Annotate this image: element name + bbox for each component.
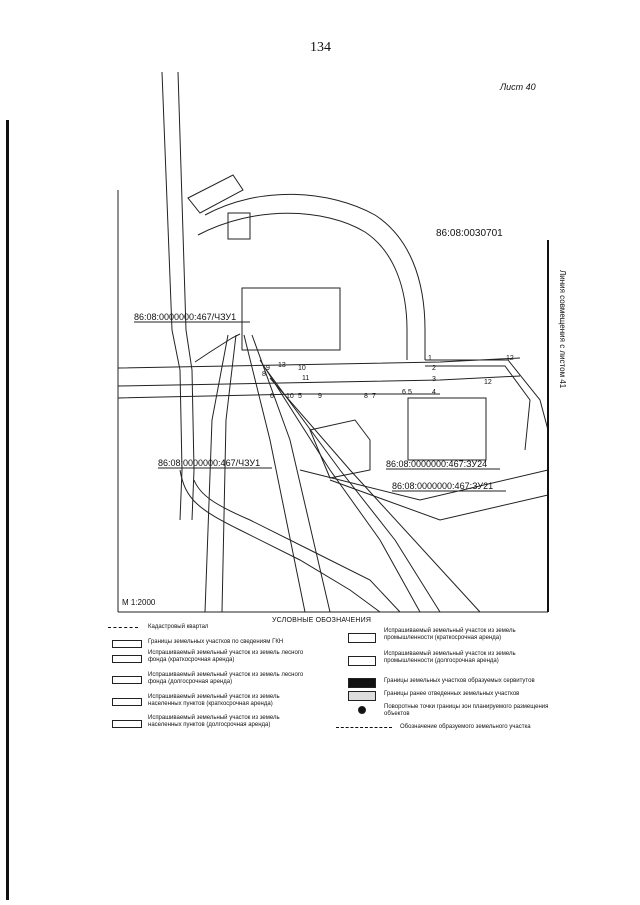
parcel-label: 86:08:0000000:467:ЗУ24 bbox=[386, 459, 488, 469]
legend-text: Кадастровый квартал bbox=[148, 624, 209, 630]
point-number: 12 bbox=[506, 355, 514, 362]
legend-symbol bbox=[348, 656, 376, 666]
legend-symbol bbox=[348, 691, 376, 701]
point-number: 6 bbox=[402, 389, 406, 396]
scale-label: М 1:2000 bbox=[122, 598, 156, 607]
parcel-label: 86:08:0000000:467/ЧЗУ1 bbox=[158, 458, 261, 468]
point-number: 7 bbox=[372, 393, 376, 400]
legend-text: Испрашиваемый земельный участок из земель промышленности (краткосрочная аренда) bbox=[384, 628, 516, 641]
legend-symbol bbox=[112, 655, 142, 663]
match-line-label: Линия совмещения с листом 41 bbox=[558, 270, 567, 389]
point-number: 5 bbox=[408, 389, 412, 396]
legend-symbol bbox=[108, 627, 138, 631]
cadastral-block-label: 86:08:0030701 bbox=[436, 228, 503, 239]
legend-text: Границы ранее отведенных земельных участков bbox=[384, 691, 520, 697]
legend-text: Испрашиваемый земельный участок из земель лесного фонда (долгосрочная аренда) bbox=[148, 672, 304, 685]
sheet-label: Лист 40 bbox=[500, 82, 536, 92]
legend-text: Границы земельных участков образуемых сервитутов bbox=[384, 678, 535, 684]
building-north bbox=[188, 175, 243, 213]
legend-symbol bbox=[348, 678, 376, 688]
arc-structure bbox=[198, 194, 425, 360]
parcel-label: 86:08:0000000:467/ЧЗУ1 bbox=[134, 312, 237, 322]
legend-text: Поворотные точки границы зон планируемого размещения объектов bbox=[384, 704, 549, 717]
point-number: 11 bbox=[302, 375, 310, 382]
legend-text: Обозначение образуемого земельного участка bbox=[400, 724, 531, 730]
page-number: 134 bbox=[310, 40, 331, 55]
legend-symbol bbox=[112, 640, 142, 648]
legend-symbol bbox=[112, 676, 142, 684]
legend-text: Испрашиваемый земельный участок из земель промышленности (долгосрочная аренда) bbox=[384, 651, 516, 664]
legend-title: УСЛОВНЫЕ ОБОЗНАЧЕНИЯ bbox=[272, 617, 372, 624]
point-number: 10 bbox=[286, 393, 294, 400]
legend-text: Границы земельных участков по сведениям ГКН bbox=[148, 639, 284, 645]
right-polygon bbox=[300, 360, 548, 520]
point-number: 5 bbox=[298, 393, 302, 400]
point-number: 9 bbox=[318, 393, 322, 400]
legend-symbol bbox=[358, 706, 366, 714]
point-number: 8 bbox=[262, 371, 266, 378]
point-number: 10 bbox=[298, 365, 306, 372]
legend-symbol bbox=[112, 698, 142, 706]
legend-text: Испрашиваемый земельный участок из земель населенных пунктов (краткосрочная аренда) bbox=[148, 694, 280, 707]
point-number: 1 bbox=[428, 355, 432, 362]
point-number: 12 bbox=[484, 379, 492, 386]
corridors bbox=[205, 335, 480, 612]
road-main bbox=[162, 72, 240, 520]
point-number: 13 bbox=[278, 362, 286, 369]
building-block bbox=[242, 288, 340, 350]
point-number: 3 bbox=[432, 376, 436, 383]
legend-symbol bbox=[336, 727, 392, 730]
legend-symbol bbox=[348, 633, 376, 643]
legend-text: Испрашиваемый земельный участок из земель населенных пунктов (долгосрочная аренда) bbox=[148, 715, 280, 728]
building-small bbox=[228, 213, 250, 239]
point-number: 6 bbox=[270, 393, 274, 400]
point-number: 4 bbox=[432, 389, 436, 396]
point-number: 2 bbox=[432, 365, 436, 372]
point-number: 8 bbox=[364, 393, 368, 400]
point-number: 9 bbox=[266, 365, 270, 372]
legend-symbol bbox=[112, 720, 142, 728]
legend-text: Испрашиваемый земельный участок из земель лесного фонда (краткосрочная аренда) bbox=[148, 650, 304, 663]
parcel-label: 86:08:0000000:467:ЗУ21 bbox=[392, 481, 494, 491]
road-lower bbox=[180, 470, 400, 612]
